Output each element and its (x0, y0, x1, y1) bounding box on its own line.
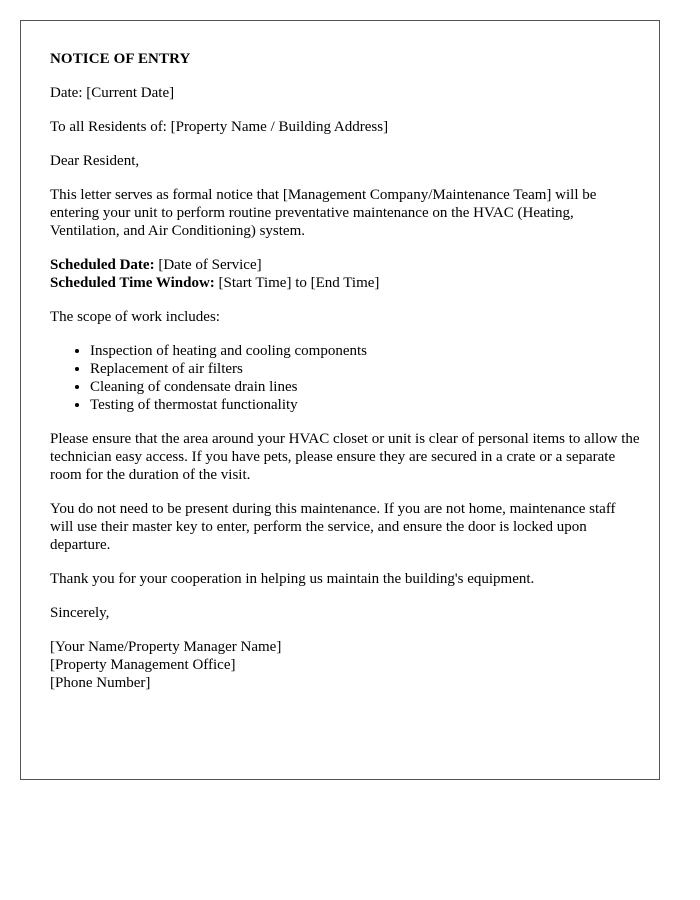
scheduled-time-label: Scheduled Time Window: (50, 275, 215, 291)
salutation: Dear Resident, (50, 153, 140, 169)
list-item: • Testing of thermostat functionality (90, 396, 640, 414)
list-item: • Cleaning of condensate drain lines (90, 378, 640, 396)
scope-list (50, 342, 640, 414)
thanks-paragraph: Thank you for your cooperation in helping us maintain the building's equipment. (50, 571, 535, 587)
signature-phone: [Phone Number] (50, 675, 151, 691)
letter-body (50, 50, 640, 692)
list-item: • Replacement of air filters (90, 360, 640, 378)
letter-frame (20, 20, 660, 780)
scheduled-date-line (50, 256, 640, 274)
scheduled-date-value: [Date of Service] (154, 257, 262, 273)
letter-title: NOTICE OF ENTRY (50, 51, 191, 67)
intro-paragraph: This letter serves as formal notice that [Management Company/Maintenance Team] will be entering your unit to perform routine preventative maintenance on the HVAC (Heating, Ventilation, and Air Conditioning) system. (50, 187, 597, 239)
scheduled-date-label: Scheduled Date: (50, 257, 155, 273)
residents-line: To all Residents of: [Property Name / Building Address] (50, 119, 389, 135)
date-line: Date: [Current Date] (50, 85, 175, 101)
signature-block (50, 638, 640, 692)
signature-name: [Your Name/Property Manager Name] (50, 639, 282, 655)
presence-paragraph: You do not need to be present during this maintenance. If you are not home, maintenance staff will use their master key to enter, perform the service, and ensure the door is locked upon departure. (50, 501, 616, 553)
schedule-block (50, 256, 640, 292)
closing: Sincerely, (50, 605, 110, 621)
list-item: • Inspection of heating and cooling components (90, 342, 640, 360)
scope-intro: The scope of work includes: (50, 309, 220, 325)
access-paragraph: Please ensure that the area around your HVAC closet or unit is clear of personal items to allow the technician easy access. If you have pets, please ensure they are secured in a crate or a separate room for the duration of the visit. (50, 431, 640, 483)
scheduled-time-line (50, 274, 640, 292)
scheduled-time-value: [Start Time] to [End Time] (214, 275, 380, 291)
signature-office: [Property Management Office] (50, 657, 236, 673)
